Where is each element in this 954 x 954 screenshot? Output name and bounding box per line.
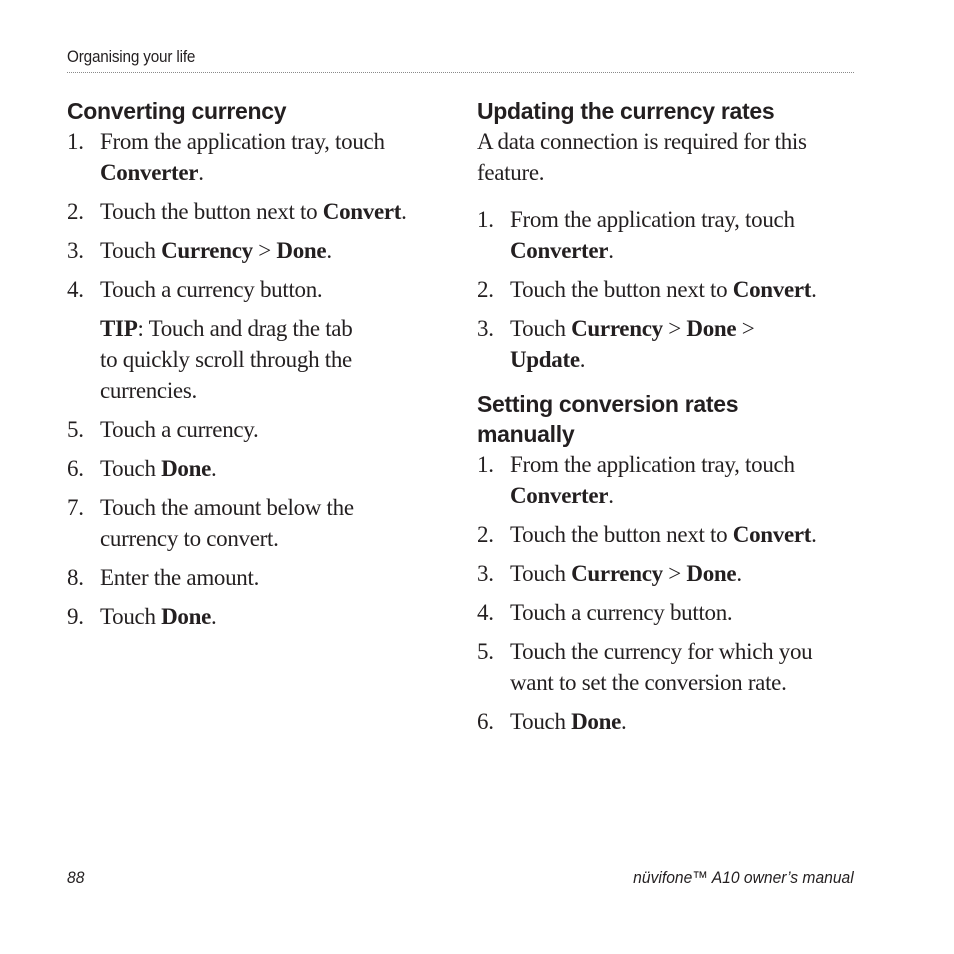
- running-header: Organising your life: [67, 47, 196, 66]
- data-connection-note: A data connection is required for this feature.: [477, 129, 807, 185]
- list-item: 8. Enter the amount.: [67, 565, 260, 590]
- manual-title: nüvifone™ A10 owner’s manual: [633, 868, 854, 887]
- list-item: 9. Touch Done.: [67, 604, 217, 629]
- tip-label: TIP: [100, 316, 138, 341]
- list-item: 4. Touch a currency button.: [67, 277, 323, 302]
- list-item: 7. Touch the amount below the currency to convert.: [67, 495, 354, 551]
- list-item: 1. From the application tray, touch Converter.: [67, 129, 385, 185]
- list-item: 2. Touch the button next to Convert.: [477, 522, 817, 547]
- page-number: 88: [67, 868, 85, 887]
- list-item: 3. Touch Currency > Done > Update.: [477, 316, 755, 372]
- list-item: 2. Touch the button next to Convert.: [67, 199, 407, 224]
- left-column: [67, 96, 437, 640]
- header-divider: [67, 72, 854, 73]
- updating-steps-list: [477, 204, 847, 375]
- list-item: 1. From the application tray, touch Converter.: [477, 452, 795, 508]
- right-column: [477, 96, 847, 745]
- section-heading-converting-currency: Converting currency: [67, 98, 287, 124]
- list-item: 1. From the application tray, touch Converter.: [477, 207, 795, 263]
- converting-steps-list-continued: [67, 414, 437, 632]
- manual-rate-steps-list: [477, 449, 847, 737]
- tip-note: TIP: Touch and drag the tab to quickly scroll through the currencies.: [100, 316, 353, 403]
- list-item: 4. Touch a currency button.: [477, 600, 733, 625]
- list-item: 6. Touch Done.: [67, 456, 217, 481]
- list-item: 3. Touch Currency > Done.: [477, 561, 742, 586]
- list-item: 2. Touch the button next to Convert.: [477, 277, 817, 302]
- list-item: 5. Touch the currency for which you want to set the conversion rate.: [477, 639, 813, 695]
- list-item: 5. Touch a currency.: [67, 417, 259, 442]
- converting-steps-list: [67, 126, 437, 305]
- list-item: 6. Touch Done.: [477, 709, 627, 734]
- section-heading-setting-rates-manually: Setting conversion rates manually: [477, 391, 739, 447]
- section-heading-updating-rates: Updating the currency rates: [477, 98, 775, 124]
- list-item: 3. Touch Currency > Done.: [67, 238, 332, 263]
